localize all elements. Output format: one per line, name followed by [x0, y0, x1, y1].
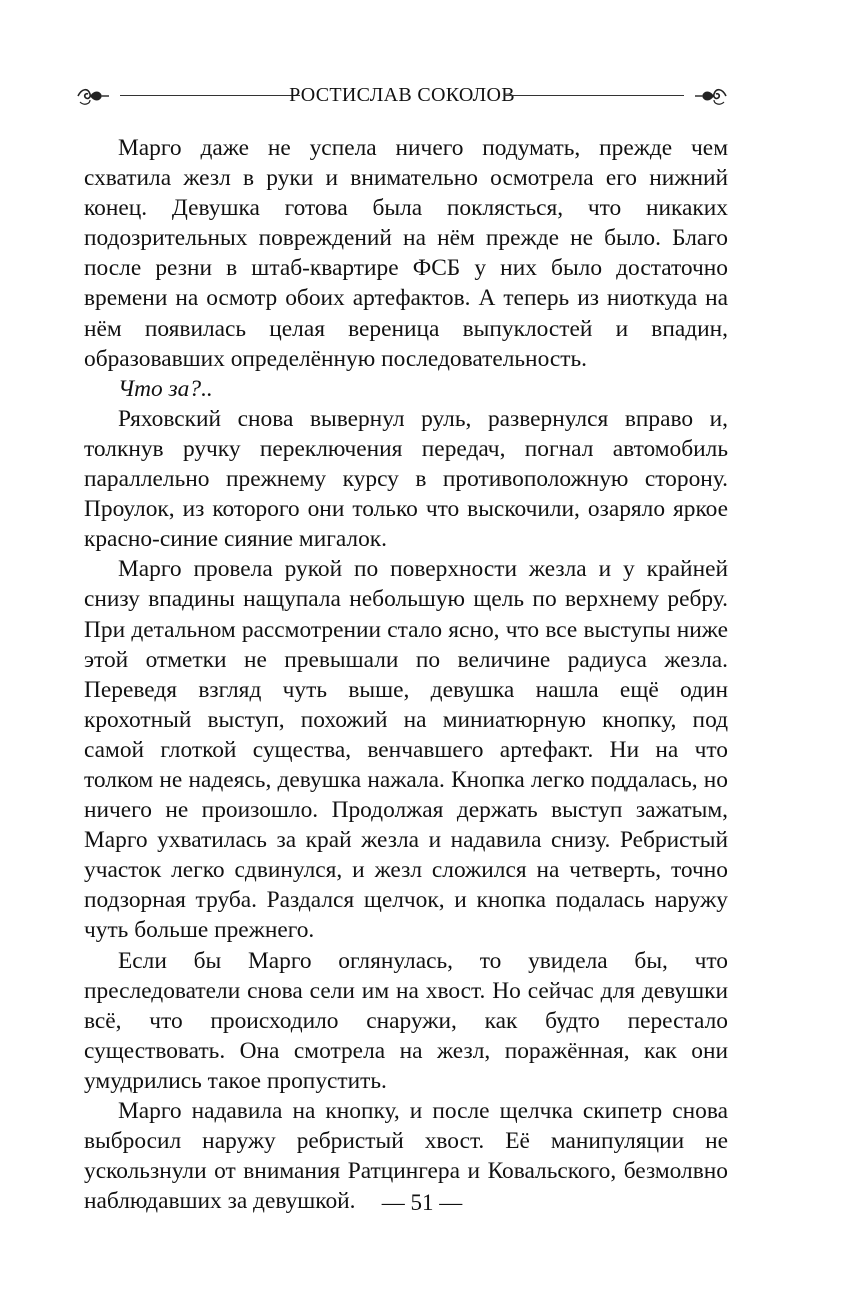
paragraph: Если бы Марго оглянулась, то увидела бы, что преследователи снова сели им на хвост. Но сейчас для девушки всё, что происходило снаружи, как будто перестало существовать. Она смотрела на жезл, поражённая, как они умудрились такое пропустить. — [84, 947, 728, 1094]
body-text — [84, 133, 728, 1216]
paragraph: Марго надавила на кнопку, и после щелчка скипетр снова выбросил наружу ребристый хвост. Её манипуляции не ускользнули от внимания Ратцингера и Ковальского, безмолвно наблюдавших за девушкой. — [84, 1098, 728, 1215]
running-header — [76, 80, 728, 112]
paragraph-italic: Что за?.. — [118, 375, 213, 402]
page-number: — 51 — — [381, 1190, 463, 1215]
paragraph: Ряховский снова вывернул руль, развернулся вправо и, толкнув ручку переключения передач, погнал автомобиль параллельно прежнему курсу в противоположную сторону. Проулок, из которого они только что выскочили, озаряло яркое красно-синие сияние мигалок. — [84, 405, 728, 553]
header-title: РОСТИСЛАВ СОКОЛОВ — [289, 84, 515, 106]
paragraph: Марго даже не успела ничего подумать, прежде чем схватила жезл в руки и внимательно осмотрела его нижний конец. Девушка готова была поклясться, что никаких подозрительных повреждений на нём прежде не было. Благо после резни в штаб-квартире ФСБ у них было достаточно времени на осмотр обоих артефактов. А теперь из ниоткуда на нём появилась целая вереница выпуклостей и впадин, образовавших определённую последовательность. — [84, 135, 728, 372]
header-rule-right — [504, 95, 684, 96]
paragraph: Марго провела рукой по поверхности жезла и у крайней снизу впадины нащупала небольшую щель по верхнему ребру. При детальном рассмотрении стало ясно, что все выступы ниже этой отметки не превышали по величине радиуса жезла. Переведя взгляд чуть выше, девушка нашла ещё один крохотный выступ, похожий на миниатюрную кнопку, под самой глоткой существа, венчавшего артефакт. Ни на что толком не надеясь, девушка нажала. Кнопка легко поддалась, но ничего не произошло. Продолжая держать выступ зажатым, Марго ухватилась за край жезла и надавила снизу. Ребристый участок легко сдвинулся, и жезл сложился на четверть, точно подзорная труба. Раздался щелчок, и кнопка подалась наружу чуть больше прежнего. — [84, 556, 728, 944]
flourish-ornament-right-icon — [694, 84, 728, 108]
